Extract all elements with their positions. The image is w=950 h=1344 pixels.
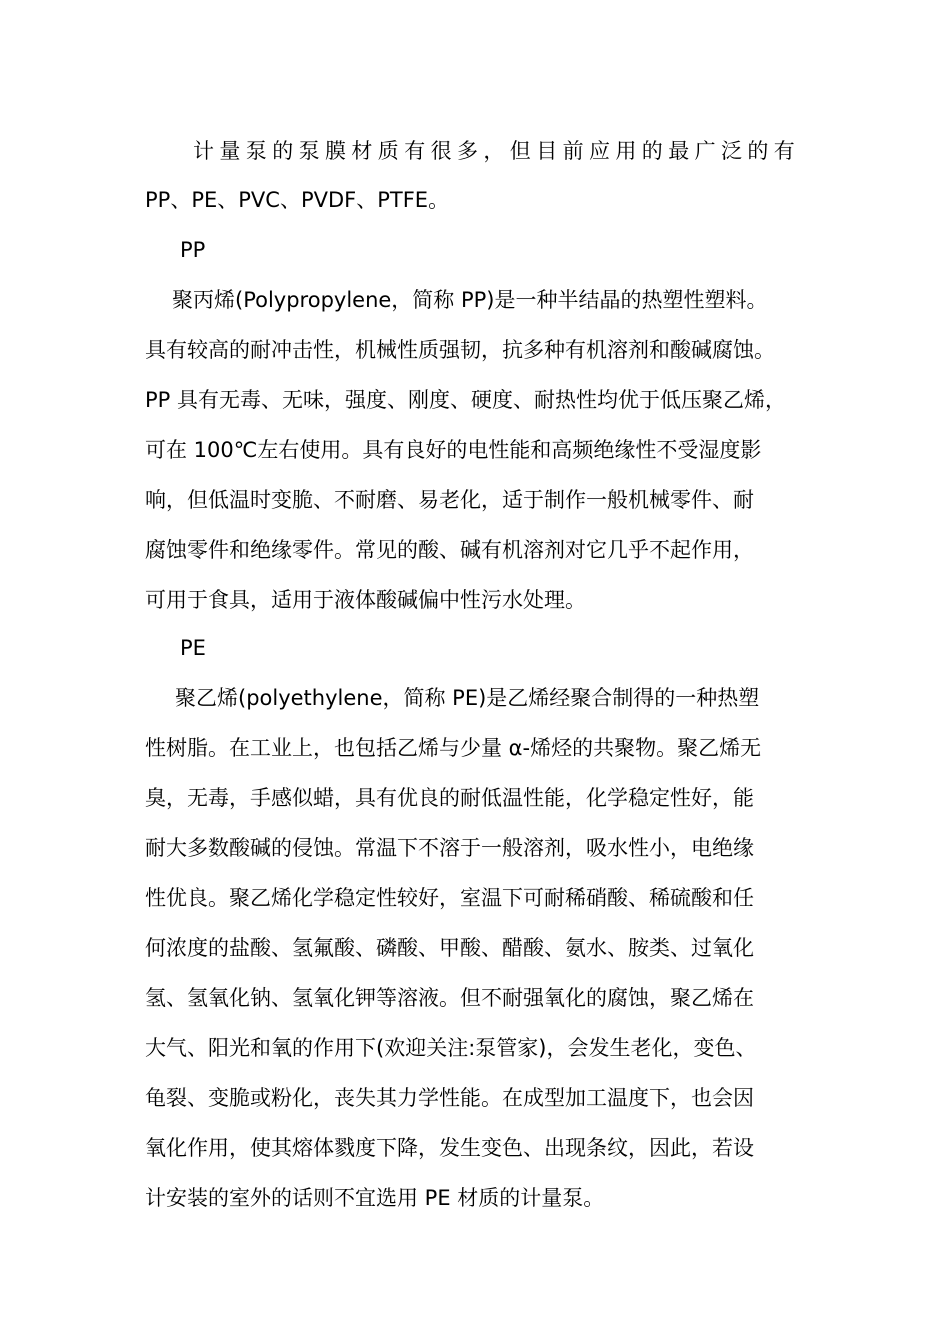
pe-paragraph-line: 耐大多数酸碱的侵蚀。常温下不溶于一般溶剂，吸水性小，电绝缘 <box>145 836 754 860</box>
pe-paragraph-line: 臭，无毒，手感似蜡，具有优良的耐低温性能，化学稳定性好，能 <box>145 786 754 810</box>
pp-paragraph-line: PP 具有无毒、无味，强度、刚度、硬度、耐热性均优于低压聚乙烯， <box>145 388 786 412</box>
pp-paragraph-line: 响，但低温时变脆、不耐磨、易老化，适于制作一般机械零件、耐 <box>145 488 754 512</box>
intro-line-1: 计量泵的泵膜材质有很多，但目前应用的最广泛的有 <box>193 139 801 163</box>
pp-paragraph-line: 具有较高的耐冲击性，机械性质强韧，抗多种有机溶剂和酸碱腐蚀。 <box>145 338 775 362</box>
pe-paragraph-line: 氧化作用，使其熔体戮度下降，发生变色、出现条纹，因此，若设 <box>145 1136 754 1160</box>
pe-paragraph-line: 氢、氢氧化钠、氢氧化钾等溶液。但不耐强氧化的腐蚀，聚乙烯在 <box>145 986 754 1010</box>
pp-paragraph-line: 可在 100℃左右使用。具有良好的电性能和高频绝缘性不受湿度影 <box>145 438 762 462</box>
pe-paragraph-line: 何浓度的盐酸、氢氟酸、磷酸、甲酸、醋酸、氨水、胺类、过氧化 <box>145 936 754 960</box>
intro-line-2: PP、PE、PVC、PVDF、PTFE。 <box>145 188 450 212</box>
pp-paragraph-line: 腐蚀零件和绝缘零件。常见的酸、碱有机溶剂对它几乎不起作用， <box>145 538 754 562</box>
pe-paragraph-line: 大气、阳光和氧的作用下(欢迎关注:泵管家)，会发生老化，变色、 <box>145 1036 757 1060</box>
pe-paragraph-line: 聚乙烯(polyethylene，简称 PE)是乙烯经聚合制得的一种热塑 <box>175 686 760 710</box>
pp-paragraph-line: 聚丙烯(Polypropylene，简称 PP)是一种半结晶的热塑性塑料。 <box>172 288 768 312</box>
pp-heading: PP <box>180 238 206 262</box>
pe-paragraph-line: 龟裂、变脆或粉化，丧失其力学性能。在成型加工温度下，也会因 <box>145 1086 754 1110</box>
pe-paragraph-line: 性优良。聚乙烯化学稳定性较好，室温下可耐稀硝酸、稀硫酸和任 <box>145 886 754 910</box>
pp-paragraph-line: 可用于食具，适用于液体酸碱偏中性污水处理。 <box>145 588 586 612</box>
pe-paragraph-line: 性树脂。在工业上，也包括乙烯与少量 α-烯烃的共聚物。聚乙烯无 <box>145 736 762 760</box>
pe-paragraph-line: 计安装的室外的话则不宜选用 PE 材质的计量泵。 <box>145 1186 605 1210</box>
pe-heading: PE <box>180 636 206 660</box>
